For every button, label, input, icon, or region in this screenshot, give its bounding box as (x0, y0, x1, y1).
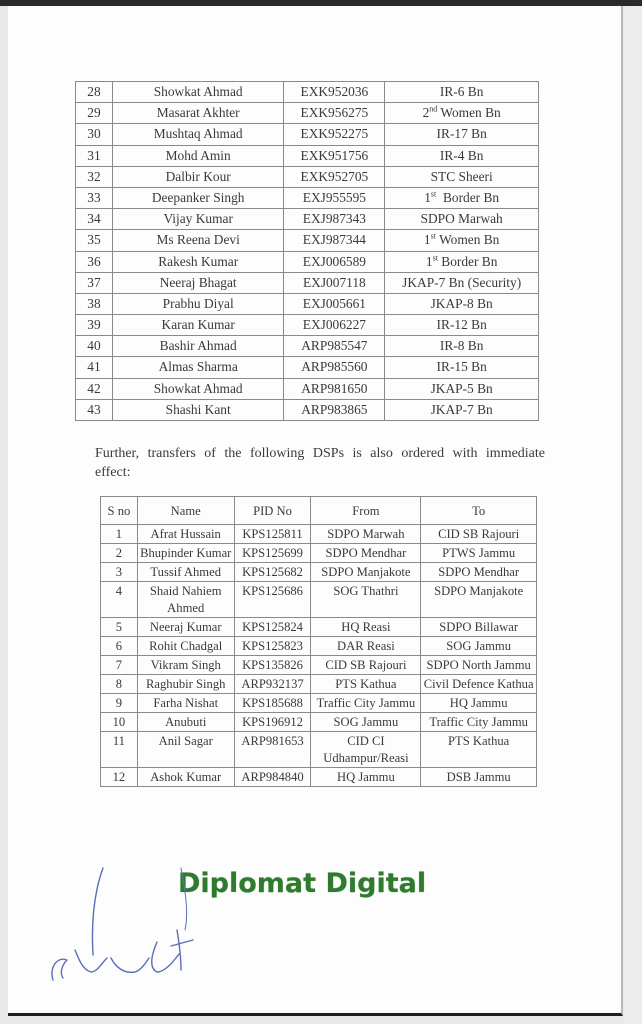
pid-number: ARP985560 (284, 357, 385, 378)
posting-ordinal: 1 (425, 253, 433, 269)
table-row (101, 694, 537, 713)
serial-number: 43 (76, 399, 113, 420)
serial-number: 37 (76, 272, 113, 293)
pid-number: KPS125682 (234, 563, 311, 582)
table-row (101, 732, 537, 768)
officer-name: Mushtaq Ahmad (112, 124, 284, 145)
table-row (76, 209, 539, 230)
transfer-to: Civil Defence Kathua (421, 675, 537, 694)
transfer-from: SDPO Mendhar (311, 544, 421, 563)
posting: JKAP-7 Bn (Security) (385, 272, 539, 293)
posting (385, 103, 539, 124)
pid-number: KPS125686 (234, 582, 311, 618)
serial-number: 30 (76, 124, 113, 145)
officer-name: Mohd Amin (112, 145, 284, 166)
transfer-from: SDPO Marwah (311, 525, 421, 544)
transfer-from: CID SB Rajouri (311, 656, 421, 675)
transfer-to: HQ Jammu (421, 694, 537, 713)
table-row (101, 675, 537, 694)
officer-name: Afrat Hussain (137, 525, 234, 544)
posting-unit: Border Bn (436, 189, 500, 205)
posting: JKAP-5 Bn (385, 378, 539, 399)
officer-name: Showkat Ahmad (112, 82, 284, 103)
header-sno: S no (101, 497, 138, 525)
transfer-from: CID CI Udhampur/Reasi (311, 732, 421, 768)
table-row (101, 563, 537, 582)
serial-number: 34 (76, 209, 113, 230)
serial-number: 32 (76, 166, 113, 187)
officer-name: Anubuti (137, 713, 234, 732)
pid-number: KPS196912 (234, 713, 311, 732)
serial-number: 6 (101, 637, 138, 656)
table-row (76, 82, 539, 103)
posting-ordinal: 1 (423, 232, 431, 248)
posting-ordinal-suffix: st (430, 189, 437, 199)
pid-number: KPS125699 (234, 544, 311, 563)
transfer-from: Traffic City Jammu (311, 694, 421, 713)
serial-number: 2 (101, 544, 138, 563)
officer-name: Ms Reena Devi (112, 230, 284, 251)
serial-number: 40 (76, 336, 113, 357)
transfer-to: SDPO North Jammu (421, 656, 537, 675)
serial-number: 33 (76, 187, 113, 208)
pid-number: ARP932137 (234, 675, 311, 694)
officer-name: Vikram Singh (137, 656, 234, 675)
transfer-to: SDPO Manjakote (421, 582, 537, 618)
posting: IR-15 Bn (385, 357, 539, 378)
transfer-to: SDPO Mendhar (421, 563, 537, 582)
serial-number: 38 (76, 293, 113, 314)
pid-number: ARP983865 (284, 399, 385, 420)
transfer-from: SDPO Manjakote (311, 563, 421, 582)
officer-name: Tussif Ahmed (137, 563, 234, 582)
officer-name: Rohit Chadgal (137, 637, 234, 656)
transfer-order-paragraph (95, 444, 545, 482)
pid-number: KPS185688 (234, 694, 311, 713)
pid-number: ARP981653 (234, 732, 311, 768)
transfer-to: SDPO Billawar (421, 618, 537, 637)
transfer-to: PTS Kathua (421, 732, 537, 768)
officer-name: Neeraj Kumar (137, 618, 234, 637)
officer-name: Karan Kumar (112, 315, 284, 336)
table-row (76, 336, 539, 357)
pid-number: EXJ006227 (284, 315, 385, 336)
officer-name: Bhupinder Kumar (137, 544, 234, 563)
pid-number: EXK952275 (284, 124, 385, 145)
posting-ordinal-suffix: st (430, 231, 436, 241)
transfer-to: CID SB Rajouri (421, 525, 537, 544)
table-row (76, 251, 539, 272)
header-pid: PID No (234, 497, 311, 525)
table-row (101, 525, 537, 544)
table-row (76, 230, 539, 251)
pid-number: EXJ987343 (284, 209, 385, 230)
serial-number: 11 (101, 732, 138, 768)
serial-number: 1 (101, 525, 138, 544)
transfer-from: HQ Reasi (311, 618, 421, 637)
serial-number: 3 (101, 563, 138, 582)
table-row (76, 293, 539, 314)
officer-name: Showkat Ahmad (112, 378, 284, 399)
pid-number: EXJ987344 (284, 230, 385, 251)
posting (385, 251, 539, 272)
pid-number: KPS125811 (234, 525, 311, 544)
posting: IR-12 Bn (385, 315, 539, 336)
posting-ordinal: 2 (422, 105, 430, 121)
transfer-to: SOG Jammu (421, 637, 537, 656)
pid-number: ARP985547 (284, 336, 385, 357)
posting: STC Sheeri (385, 166, 539, 187)
officer-name: Rakesh Kumar (112, 251, 284, 272)
transfer-to: PTWS Jammu (421, 544, 537, 563)
transfer-from: SOG Jammu (311, 713, 421, 732)
table-row (101, 582, 537, 618)
officer-name: Almas Sharma (112, 357, 284, 378)
officer-name: Ashok Kumar (137, 768, 234, 787)
pid-number: EXK952036 (284, 82, 385, 103)
serial-number: 7 (101, 656, 138, 675)
pid-number: EXJ955595 (284, 187, 385, 208)
table-row (101, 544, 537, 563)
posting-unit: Women Bn (437, 105, 501, 121)
watermark-logo: Diplomat Digital (178, 868, 427, 899)
pid-number: KPS125824 (234, 618, 311, 637)
table-row (76, 399, 539, 420)
transfer-from: SOG Thathri (311, 582, 421, 618)
serial-number: 29 (76, 103, 113, 124)
posting: JKAP-8 Bn (385, 293, 539, 314)
header-name: Name (137, 497, 234, 525)
officer-name: Masarat Akhter (112, 103, 284, 124)
pid-number: EXJ006589 (284, 251, 385, 272)
table-row (76, 378, 539, 399)
posting: IR-8 Bn (385, 336, 539, 357)
transfer-from: DAR Reasi (311, 637, 421, 656)
serial-number: 28 (76, 82, 113, 103)
serial-number: 31 (76, 145, 113, 166)
officer-name: Shashi Kant (112, 399, 284, 420)
officer-name: Dalbir Kour (112, 166, 284, 187)
officer-name: Farha Nishat (137, 694, 234, 713)
posting: IR-4 Bn (385, 145, 539, 166)
posting-ordinal-suffix: st (432, 253, 438, 263)
table-row (76, 166, 539, 187)
serial-number: 36 (76, 251, 113, 272)
table-row (76, 272, 539, 293)
header-to: To (421, 497, 537, 525)
officer-name: Bashir Ahmad (112, 336, 284, 357)
transfer-from: HQ Jammu (311, 768, 421, 787)
table-row (101, 618, 537, 637)
pid-number: KPS125823 (234, 637, 311, 656)
serial-number: 42 (76, 378, 113, 399)
table-row (101, 637, 537, 656)
paragraph-line-2: effect: (95, 465, 131, 480)
pid-number: EXJ005661 (284, 293, 385, 314)
serial-number: 39 (76, 315, 113, 336)
photo-right-edge (625, 6, 642, 1024)
officer-name: Neeraj Bhagat (112, 272, 284, 293)
serial-number: 5 (101, 618, 138, 637)
dsp-transfer-table (100, 496, 537, 787)
officer-name: Prabhu Diyal (112, 293, 284, 314)
posting: IR-17 Bn (385, 124, 539, 145)
table-row (101, 713, 537, 732)
transfer-to: DSB Jammu (421, 768, 537, 787)
table-header-row (101, 497, 537, 525)
table-row (76, 357, 539, 378)
posting: IR-6 Bn (385, 82, 539, 103)
serial-number: 35 (76, 230, 113, 251)
handwritten-signature (45, 860, 235, 990)
posting: SDPO Marwah (385, 209, 539, 230)
serial-number: 9 (101, 694, 138, 713)
posting (385, 230, 539, 251)
serial-number: 8 (101, 675, 138, 694)
table-row (76, 187, 539, 208)
posting: JKAP-7 Bn (385, 399, 539, 420)
pid-number: EXJ007118 (284, 272, 385, 293)
serial-number: 12 (101, 768, 138, 787)
pid-number: ARP984840 (234, 768, 311, 787)
table-row (76, 315, 539, 336)
pid-number: EXK952705 (284, 166, 385, 187)
table-row (76, 145, 539, 166)
officer-name: Anil Sagar (137, 732, 234, 768)
table-row (76, 103, 539, 124)
paragraph-line-1: Further, transfers of the following DSPs is also ordered with immediate (95, 446, 545, 461)
serial-number: 10 (101, 713, 138, 732)
officer-name: Raghubir Singh (137, 675, 234, 694)
table-row (101, 656, 537, 675)
pid-number: EXK951756 (284, 145, 385, 166)
pid-number: EXK956275 (284, 103, 385, 124)
posting (385, 187, 539, 208)
header-from: From (311, 497, 421, 525)
posting-unit: Border Bn (437, 253, 498, 269)
transfer-from: PTS Kathua (311, 675, 421, 694)
pid-number: ARP981650 (284, 378, 385, 399)
transfer-to: Traffic City Jammu (421, 713, 537, 732)
table-row (101, 768, 537, 787)
officer-name: Shaid Nahiem Ahmed (137, 582, 234, 618)
posting-ordinal: 1 (424, 189, 431, 205)
officer-name: Deepanker Singh (112, 187, 284, 208)
posting-unit: Women Bn (435, 232, 500, 248)
pid-number: KPS135826 (234, 656, 311, 675)
serial-number: 41 (76, 357, 113, 378)
officer-posting-table (75, 81, 539, 421)
posting-ordinal-suffix: nd (429, 104, 438, 114)
serial-number: 4 (101, 582, 138, 618)
table-row (76, 124, 539, 145)
officer-name: Vijay Kumar (112, 209, 284, 230)
